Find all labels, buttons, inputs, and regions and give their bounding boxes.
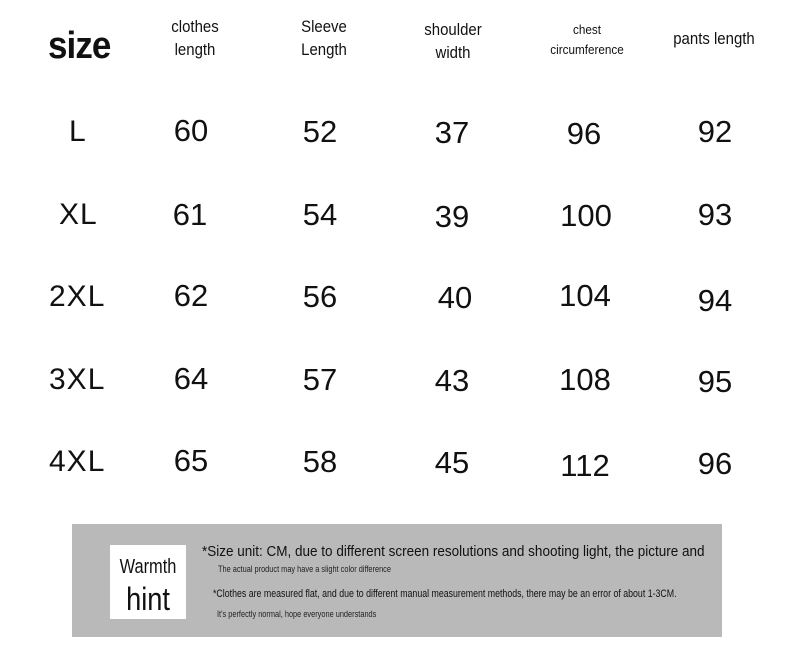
header-line: pants length <box>673 29 755 48</box>
header-line: Sleeve <box>301 17 347 36</box>
understanding-note: It's perfectly normal, hope everyone understands <box>217 609 377 619</box>
clothes-length-cell: 60 <box>173 113 209 148</box>
size-cell: 3XL <box>49 363 106 396</box>
clothes-length-cell: 62 <box>173 278 209 313</box>
size-cell: L <box>69 115 87 148</box>
header-line: width <box>435 43 471 62</box>
hint-label-line2: hint <box>126 581 170 617</box>
column-header-shoulder-width <box>413 18 492 64</box>
header-line: chest <box>573 22 601 37</box>
warmth-hint-label <box>110 545 186 619</box>
chest-cell: 100 <box>560 198 612 233</box>
shoulder-width-cell: 37 <box>434 115 470 150</box>
shoulder-width-cell: 39 <box>434 199 470 234</box>
hint-label-line1: Warmth <box>119 556 177 578</box>
header-line: length <box>174 40 216 59</box>
measurement-note: *Clothes are measured flat, and due to different manual measurement methods, there may be an error of about 1-3CM. <box>213 588 677 600</box>
pants-length-cell: 92 <box>697 114 733 149</box>
clothes-length-cell: 65 <box>173 443 209 478</box>
column-header-chest-circumference <box>533 20 641 60</box>
column-header-pants-length <box>661 27 767 50</box>
header-line: shoulder <box>424 20 482 39</box>
column-header-clothes-length <box>155 15 234 61</box>
sleeve-length-cell: 54 <box>302 197 338 232</box>
pants-length-cell: 94 <box>697 283 733 318</box>
size-cell: 2XL <box>49 280 106 313</box>
sleeve-length-cell: 58 <box>302 444 338 479</box>
shoulder-width-cell: 43 <box>434 363 470 398</box>
color-difference-note: The actual product may have a slight color difference <box>218 564 391 574</box>
chest-cell: 96 <box>566 116 602 151</box>
size-header: size <box>48 25 111 67</box>
header-line: Length <box>301 40 347 59</box>
pants-length-cell: 95 <box>697 364 733 399</box>
column-header-sleeve-length <box>284 15 363 61</box>
header-line: clothes <box>171 17 219 36</box>
clothes-length-cell: 64 <box>173 361 209 396</box>
header-line: circumference <box>550 42 624 57</box>
clothes-length-cell: 61 <box>172 197 208 232</box>
chest-cell: 112 <box>560 448 610 483</box>
size-cell: XL <box>59 198 98 231</box>
size-cell: 4XL <box>49 445 106 478</box>
pants-length-cell: 93 <box>697 197 733 232</box>
shoulder-width-cell: 40 <box>437 280 473 315</box>
chest-cell: 104 <box>559 278 611 313</box>
sleeve-length-cell: 56 <box>302 279 338 314</box>
sleeve-length-cell: 57 <box>302 362 338 397</box>
chest-cell: 108 <box>559 362 611 397</box>
size-unit-note: *Size unit: CM, due to different screen resolutions and shooting light, the picture and <box>202 543 705 560</box>
pants-length-cell: 96 <box>697 446 733 481</box>
sleeve-length-cell: 52 <box>302 114 338 149</box>
shoulder-width-cell: 45 <box>434 445 470 480</box>
